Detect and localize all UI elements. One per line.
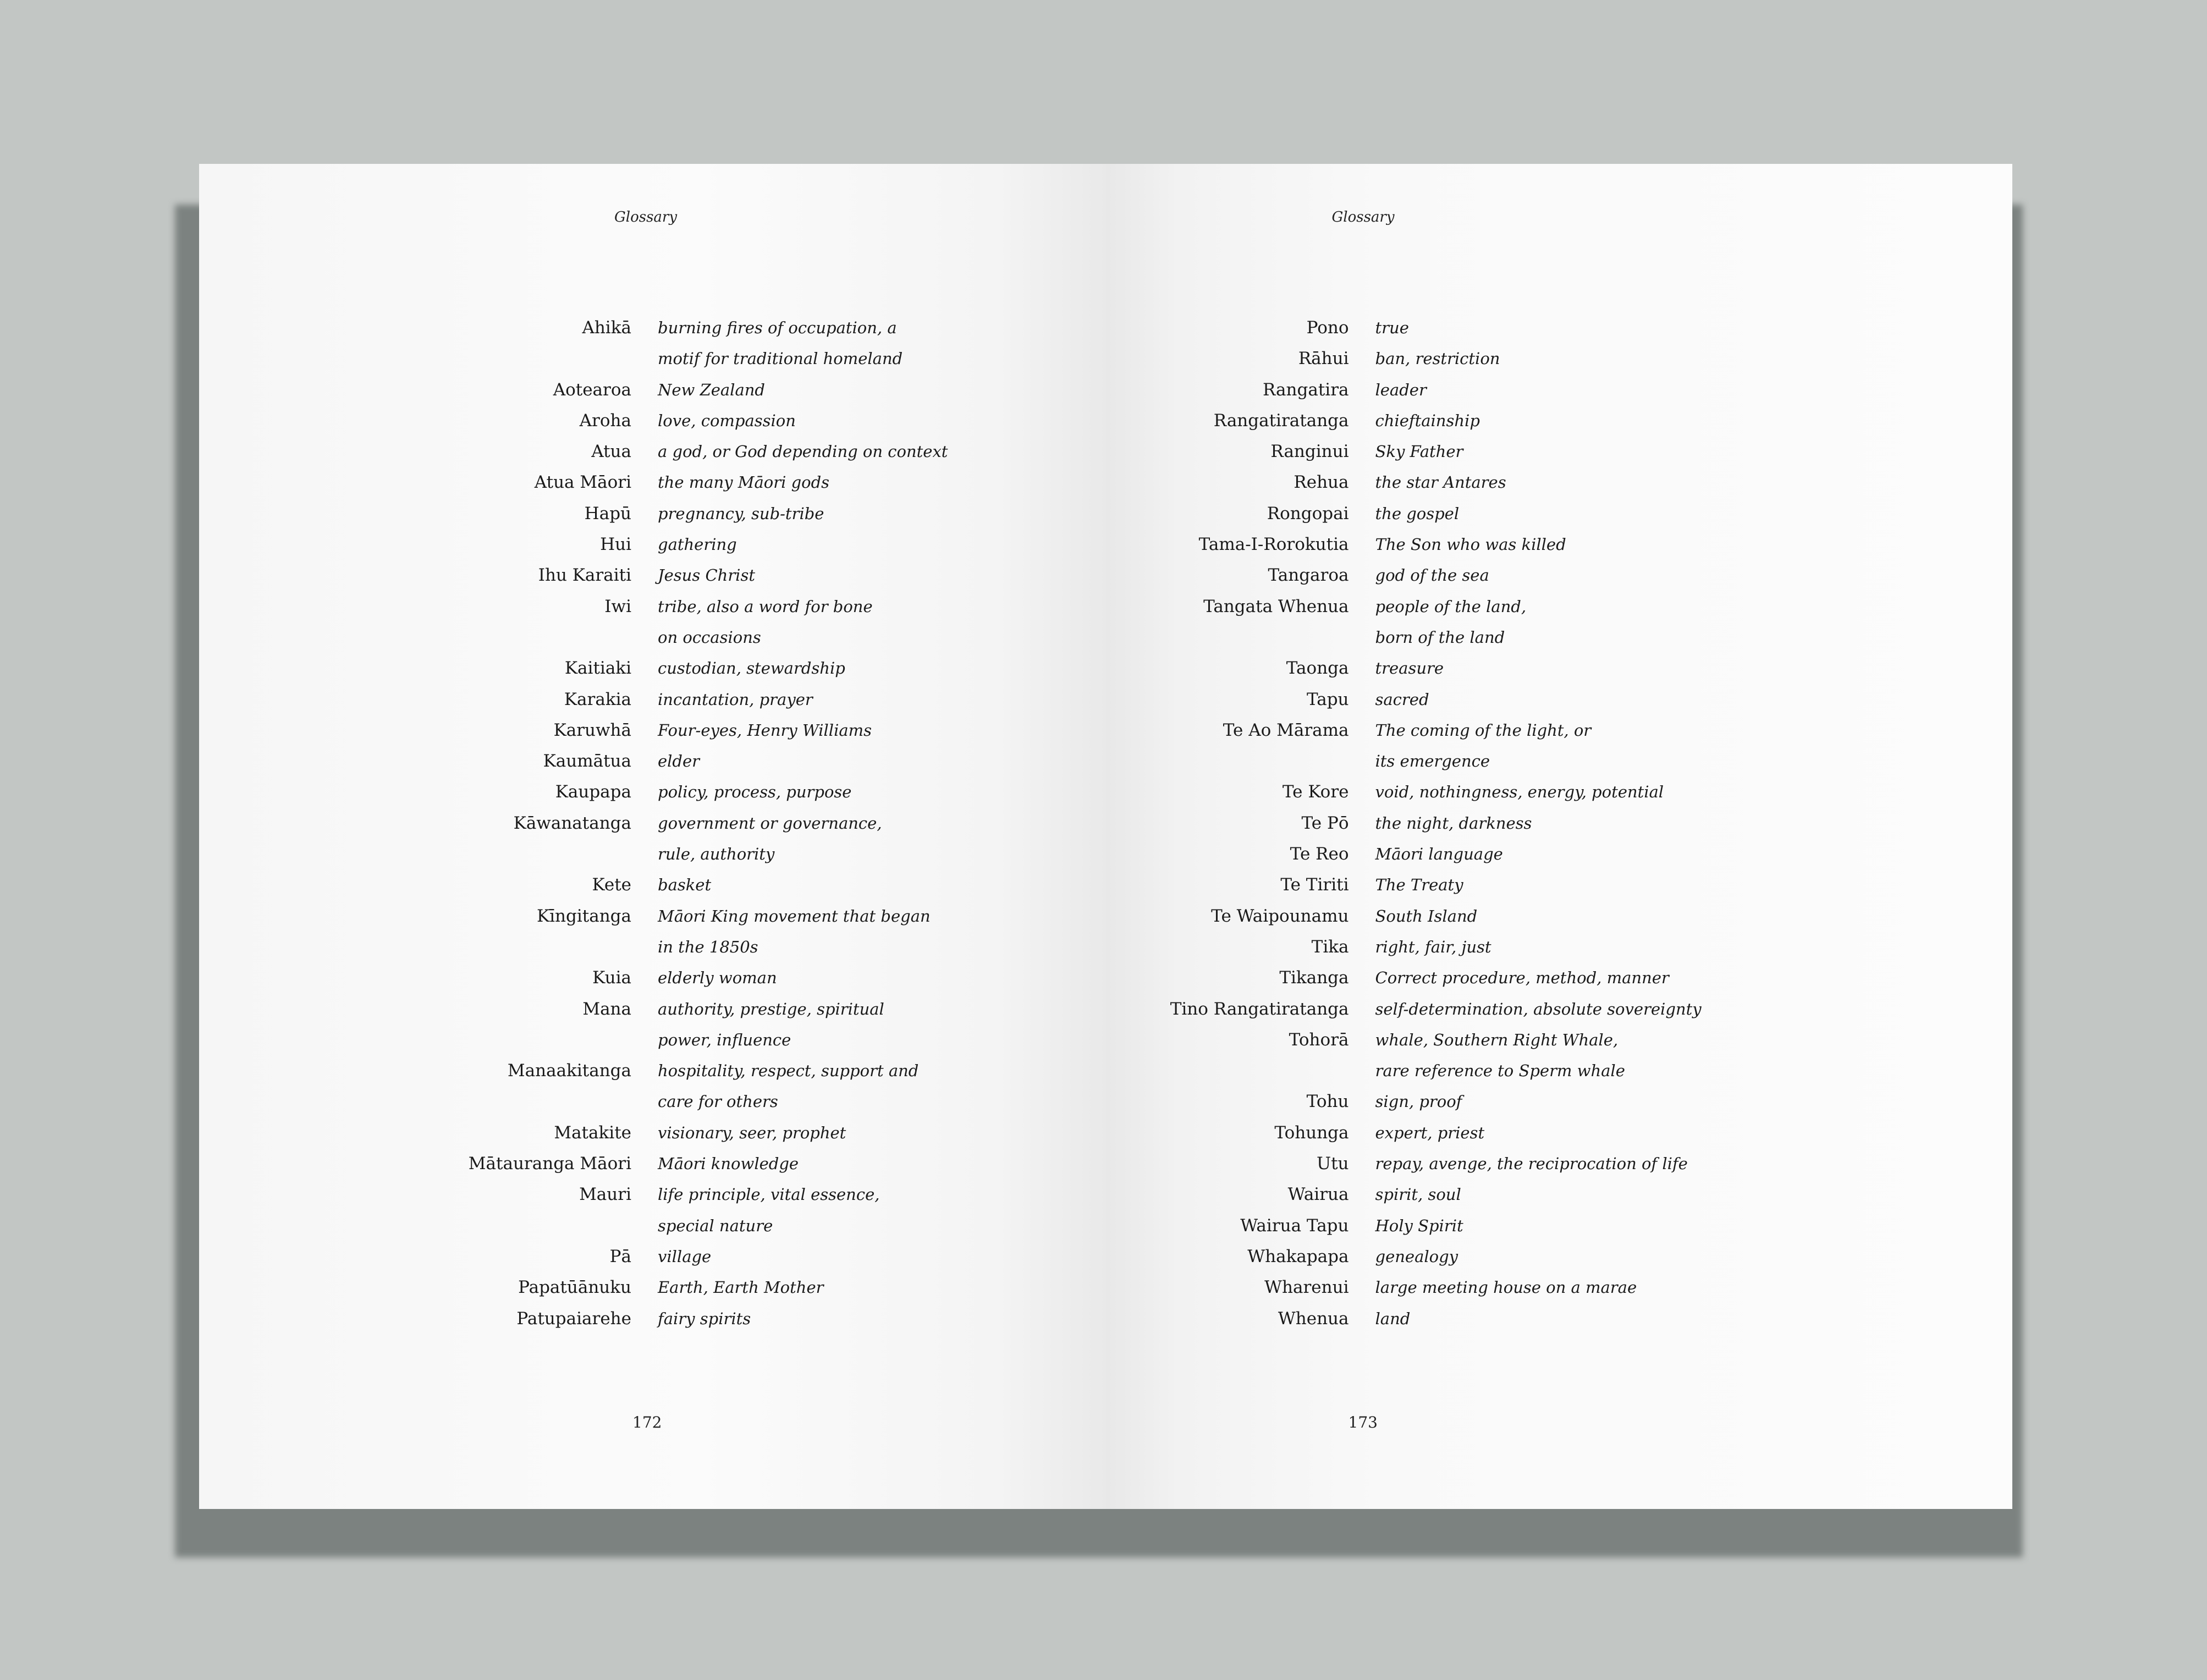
- right-page: [1106, 164, 2013, 1509]
- glossary-definition: [1375, 312, 1409, 343]
- running-head-right: Glossary: [1331, 209, 1395, 225]
- glossary-definition: [658, 808, 882, 870]
- definition-line: born of the land: [1375, 627, 1505, 647]
- glossary-entry: [1106, 498, 1702, 529]
- definition-line: Four-eyes, Henry Williams: [658, 720, 872, 740]
- definition-line: rule, authority: [658, 845, 775, 864]
- glossary-entry: [199, 776, 948, 807]
- definition-line: leader: [1375, 380, 1427, 399]
- definition-line: god of the sea: [1375, 566, 1489, 585]
- glossary-term: Hui: [600, 535, 631, 555]
- page-number-left: 172: [632, 1413, 662, 1431]
- glossary-entry: [199, 1241, 948, 1272]
- glossary-term: Karakia: [564, 689, 631, 709]
- glossary-entry: [199, 994, 948, 1056]
- glossary-term: Whakapapa: [1247, 1246, 1349, 1266]
- glossary-term: Aotearoa: [553, 379, 631, 400]
- definition-line: ban, restriction: [1375, 349, 1500, 368]
- glossary-entry: [1106, 405, 1702, 436]
- glossary-entry: [1106, 1303, 1702, 1334]
- definition-line: Correct procedure, method, manner: [1375, 968, 1669, 988]
- glossary-definition: [1375, 839, 1503, 869]
- glossary-term: Te Tiriti: [1280, 875, 1349, 895]
- definition-line: South Island: [1375, 906, 1478, 926]
- glossary-term: Rāhui: [1298, 349, 1349, 369]
- glossary-definition: [1375, 1086, 1462, 1117]
- glossary-entry: [199, 962, 948, 993]
- glossary-term: Whenua: [1278, 1308, 1349, 1329]
- glossary-entry: [199, 560, 948, 591]
- glossary-definition: [1375, 1272, 1637, 1303]
- definition-line: custodian, stewardship: [658, 659, 845, 678]
- glossary-entry: [1106, 684, 1702, 715]
- glossary-term: Matakite: [554, 1122, 631, 1143]
- glossary-term: Tika: [1311, 937, 1349, 957]
- glossary-entry: [1106, 839, 1702, 869]
- definition-line: Māori knowledge: [658, 1154, 799, 1174]
- glossary-definition: [658, 529, 737, 560]
- glossary-definition: [658, 1241, 711, 1272]
- glossary-entry: [199, 746, 948, 776]
- glossary-definition: [1375, 467, 1506, 498]
- glossary-entry: [199, 529, 948, 560]
- glossary-term: Tohunga: [1274, 1122, 1349, 1143]
- glossary-definition: [658, 901, 931, 963]
- definition-line: large meeting house on a marae: [1375, 1278, 1637, 1297]
- glossary-definition: [658, 994, 884, 1056]
- glossary-term: Tangaroa: [1268, 565, 1349, 586]
- glossary-term: Pono: [1306, 318, 1349, 338]
- glossary-term: Mana: [582, 999, 631, 1019]
- definition-line: visionary, seer, prophet: [658, 1123, 846, 1142]
- definition-line: Holy Spirit: [1375, 1216, 1463, 1235]
- definition-line: people of the land,: [1375, 597, 1527, 616]
- glossary-term: Kaitiaki: [564, 658, 631, 679]
- glossary-definition: [658, 869, 711, 900]
- definition-line: government or governance,: [658, 813, 882, 833]
- glossary-entry: [199, 653, 948, 684]
- definition-line: sacred: [1375, 690, 1429, 709]
- glossary-definition: [658, 560, 755, 591]
- definition-line: the many Māori gods: [658, 473, 830, 492]
- definition-line: village: [658, 1247, 712, 1266]
- definition-line: motif for traditional homeland: [658, 349, 903, 368]
- glossary-definition: [1375, 684, 1429, 715]
- glossary-entry: [1106, 653, 1702, 684]
- glossary-entry: [199, 1117, 948, 1148]
- glossary-definition: [1375, 1303, 1411, 1334]
- definition-line: special nature: [658, 1216, 773, 1235]
- glossary-entry: [1106, 1148, 1702, 1179]
- definition-line: tribe, also a word for bone: [658, 597, 873, 616]
- glossary-term: Kaumātua: [543, 751, 631, 772]
- glossary-term: Taonga: [1286, 658, 1349, 679]
- definition-line: its emergence: [1375, 752, 1490, 771]
- glossary-term: Atua Māori: [534, 472, 631, 493]
- definition-line: burning fires of occupation, a: [658, 318, 897, 337]
- glossary-definition: [1375, 776, 1664, 807]
- glossary-definition: [1375, 1148, 1688, 1179]
- definition-line: land: [1375, 1309, 1411, 1328]
- glossary-entry: [199, 1303, 948, 1334]
- glossary-entry: [1106, 1210, 1702, 1241]
- glossary-entry: [1106, 343, 1702, 374]
- glossary-term: Te Pō: [1301, 813, 1349, 833]
- glossary-term: Hapū: [584, 503, 631, 524]
- definition-line: The Treaty: [1375, 875, 1463, 895]
- definition-line: repay, avenge, the reciprocation of life: [1375, 1154, 1688, 1174]
- glossary-term: Aroha: [579, 410, 631, 431]
- definition-line: in the 1850s: [658, 937, 758, 956]
- glossary-entry: [199, 312, 948, 374]
- glossary-entry: [1106, 1024, 1702, 1087]
- definition-line: on occasions: [658, 627, 761, 647]
- glossary-term: Tangata Whenua: [1203, 596, 1349, 616]
- glossary-definition: [1375, 529, 1566, 560]
- definition-line: New Zealand: [658, 380, 765, 399]
- definition-line: treasure: [1375, 659, 1444, 678]
- definition-line: expert, priest: [1375, 1123, 1485, 1142]
- glossary-entry: [1106, 776, 1702, 807]
- glossary-entry: [1106, 312, 1702, 343]
- glossary-term: Tapu: [1306, 689, 1349, 709]
- glossary-term: Rehua: [1294, 472, 1349, 493]
- glossary-entry: [199, 1179, 948, 1241]
- running-head-left: Glossary: [614, 209, 678, 225]
- glossary-definition: [1375, 1179, 1461, 1210]
- definition-line: elder: [658, 752, 700, 771]
- glossary-term: Tikanga: [1279, 968, 1349, 988]
- definition-line: void, nothingness, energy, potential: [1375, 783, 1664, 802]
- glossary-definition: [1375, 1024, 1625, 1087]
- glossary-definition: [1375, 591, 1527, 653]
- glossary-entry: [199, 808, 948, 870]
- glossary-definition: [1375, 498, 1460, 529]
- glossary-definition: [1375, 962, 1669, 993]
- definition-line: the star Antares: [1375, 473, 1506, 492]
- glossary-entry: [1106, 374, 1702, 405]
- left-page: [199, 164, 1106, 1509]
- glossary-entry: [1106, 715, 1702, 777]
- glossary-term: Tohu: [1306, 1092, 1349, 1112]
- glossary-entry: [1106, 901, 1702, 932]
- glossary-entry: [1106, 467, 1702, 498]
- definition-line: Sky Father: [1375, 442, 1463, 461]
- glossary-term: Iwi: [604, 596, 631, 616]
- definition-line: authority, prestige, spiritual: [658, 999, 884, 1018]
- glossary-definition: [1375, 560, 1489, 591]
- glossary-entry: [199, 1272, 948, 1303]
- glossary-term: Mauri: [579, 1185, 631, 1205]
- glossary-entry: [1106, 436, 1702, 467]
- definition-line: self-determination, absolute sovereignty: [1375, 999, 1702, 1018]
- glossary-definition: [1375, 1117, 1485, 1148]
- glossary-term: Tohorā: [1289, 1029, 1349, 1050]
- glossary-term: Wairua Tapu: [1240, 1215, 1349, 1236]
- definition-line: Māori language: [1375, 845, 1503, 864]
- definition-line: pregnancy, sub-tribe: [658, 504, 824, 523]
- glossary-entry: [199, 684, 948, 715]
- glossary-entry: [199, 1148, 948, 1179]
- glossary-entry: [1106, 1241, 1702, 1272]
- glossary-term: Utu: [1316, 1154, 1349, 1174]
- glossary-definition: [658, 962, 777, 993]
- glossary-term: Te Reo: [1290, 844, 1349, 864]
- glossary-definition: [1375, 653, 1444, 684]
- glossary-entry: [199, 405, 948, 436]
- glossary-entry: [199, 591, 948, 653]
- definition-line: care for others: [658, 1092, 778, 1111]
- glossary-entry: [1106, 962, 1702, 993]
- glossary-entry: [1106, 994, 1702, 1024]
- definition-line: rare reference to Sperm whale: [1375, 1061, 1625, 1081]
- definition-line: The Son who was killed: [1375, 535, 1566, 554]
- glossary-term: Ranginui: [1270, 442, 1349, 462]
- glossary-definition: [1375, 436, 1463, 467]
- definition-line: true: [1375, 318, 1409, 337]
- definition-line: fairy spirits: [658, 1309, 751, 1328]
- glossary-term: Wharenui: [1264, 1277, 1349, 1298]
- glossary-term: Kuia: [592, 968, 631, 988]
- definition-line: incantation, prayer: [658, 690, 813, 709]
- definition-line: life principle, vital essence,: [658, 1185, 880, 1204]
- glossary-term: Wairua: [1287, 1185, 1349, 1205]
- glossary-term: Tama-I-Rorokutia: [1198, 535, 1349, 555]
- glossary-definition: [658, 1272, 823, 1303]
- glossary-definition: [1375, 994, 1702, 1024]
- definition-line: elderly woman: [658, 968, 777, 988]
- glossary-term: Patupaiarehe: [516, 1308, 631, 1329]
- glossary-definition: [1375, 869, 1463, 900]
- definition-line: right, fair, just: [1375, 937, 1491, 956]
- glossary-term: Rongopai: [1267, 503, 1349, 524]
- glossary-list-left: [199, 312, 948, 1334]
- book-spread: [199, 164, 2012, 1509]
- glossary-definition: [1375, 901, 1478, 932]
- glossary-definition: [658, 1117, 846, 1148]
- glossary-term: Papatūānuku: [518, 1277, 631, 1298]
- glossary-list-right: [1106, 312, 1702, 1334]
- glossary-term: Ihu Karaiti: [538, 565, 631, 586]
- glossary-definition: [658, 684, 813, 715]
- definition-line: Earth, Earth Mother: [658, 1278, 824, 1297]
- glossary-entry: [1106, 560, 1702, 591]
- glossary-definition: [658, 653, 845, 684]
- glossary-entry: [199, 374, 948, 405]
- glossary-term: Kaupapa: [555, 782, 631, 802]
- glossary-term: Rangatira: [1263, 379, 1349, 400]
- glossary-term: Tino Rangatiratanga: [1170, 999, 1349, 1019]
- definition-line: policy, process, purpose: [658, 783, 852, 802]
- glossary-definition: [658, 746, 700, 776]
- glossary-entry: [1106, 932, 1702, 962]
- definition-line: power, influence: [658, 1030, 791, 1049]
- glossary-term: Te Ao Mārama: [1223, 720, 1349, 740]
- definition-line: love, compassion: [658, 411, 796, 430]
- glossary-term: Te Waipounamu: [1211, 906, 1349, 926]
- definition-line: chieftainship: [1375, 411, 1480, 430]
- definition-line: basket: [658, 875, 712, 895]
- glossary-definition: [658, 591, 873, 653]
- glossary-definition: [1375, 343, 1500, 374]
- glossary-entry: [199, 869, 948, 900]
- glossary-definition: [658, 1303, 751, 1334]
- glossary-entry: [199, 498, 948, 529]
- glossary-definition: [658, 405, 796, 436]
- glossary-entry: [1106, 529, 1702, 560]
- glossary-entry: [1106, 808, 1702, 839]
- definition-line: Māori King movement that began: [658, 906, 931, 926]
- glossary-definition: [1375, 808, 1532, 839]
- definition-line: The coming of the light, or: [1375, 720, 1592, 740]
- glossary-definition: [1375, 405, 1480, 436]
- glossary-term: Manaakitanga: [507, 1061, 631, 1081]
- definition-line: the night, darkness: [1375, 813, 1532, 833]
- glossary-entry: [1106, 1086, 1702, 1117]
- glossary-definition: [1375, 374, 1427, 405]
- glossary-term: Atua: [591, 442, 631, 462]
- definition-line: the gospel: [1375, 504, 1460, 523]
- glossary-definition: [1375, 1241, 1459, 1272]
- definition-line: whale, Southern Right Whale,: [1375, 1030, 1619, 1049]
- glossary-entry: [199, 901, 948, 963]
- glossary-definition: [658, 1148, 799, 1179]
- glossary-term: Ahikā: [582, 318, 631, 338]
- glossary-term: Kāwanatanga: [513, 813, 631, 833]
- glossary-definition: [1375, 1210, 1463, 1241]
- definition-line: genealogy: [1375, 1247, 1459, 1266]
- definition-line: spirit, soul: [1375, 1185, 1461, 1204]
- glossary-entry: [1106, 591, 1702, 653]
- glossary-term: Te Kore: [1282, 782, 1349, 802]
- glossary-definition: [1375, 932, 1491, 962]
- definition-line: sign, proof: [1375, 1092, 1462, 1111]
- glossary-definition: [658, 312, 902, 374]
- definition-line: Jesus Christ: [658, 566, 755, 585]
- glossary-entry: [199, 715, 948, 746]
- glossary-entry: [199, 467, 948, 498]
- glossary-entry: [1106, 1272, 1702, 1303]
- glossary-term: Karuwhā: [553, 720, 631, 740]
- glossary-term: Rangatiratanga: [1213, 410, 1349, 431]
- definition-line: gathering: [658, 535, 737, 554]
- page-number-right: 173: [1348, 1413, 1378, 1431]
- glossary-definition: [658, 467, 829, 498]
- glossary-entry: [1106, 1179, 1702, 1210]
- glossary-definition: [658, 498, 824, 529]
- glossary-definition: [658, 715, 872, 746]
- glossary-definition: [658, 374, 765, 405]
- glossary-definition: [1375, 715, 1592, 777]
- glossary-entry: [199, 436, 948, 467]
- definition-line: a god, or God depending on context: [658, 442, 948, 461]
- glossary-definition: [658, 1055, 918, 1117]
- glossary-definition: [658, 436, 948, 467]
- glossary-term: Kete: [592, 875, 631, 895]
- glossary-entry: [1106, 1117, 1702, 1148]
- glossary-definition: [658, 776, 851, 807]
- definition-line: hospitality, respect, support and: [658, 1061, 919, 1081]
- glossary-definition: [658, 1179, 879, 1241]
- glossary-term: Pā: [609, 1246, 631, 1266]
- glossary-term: Kīngitanga: [536, 906, 631, 926]
- glossary-entry: [199, 1055, 948, 1117]
- glossary-entry: [1106, 869, 1702, 900]
- glossary-term: Mātauranga Māori: [468, 1154, 631, 1174]
